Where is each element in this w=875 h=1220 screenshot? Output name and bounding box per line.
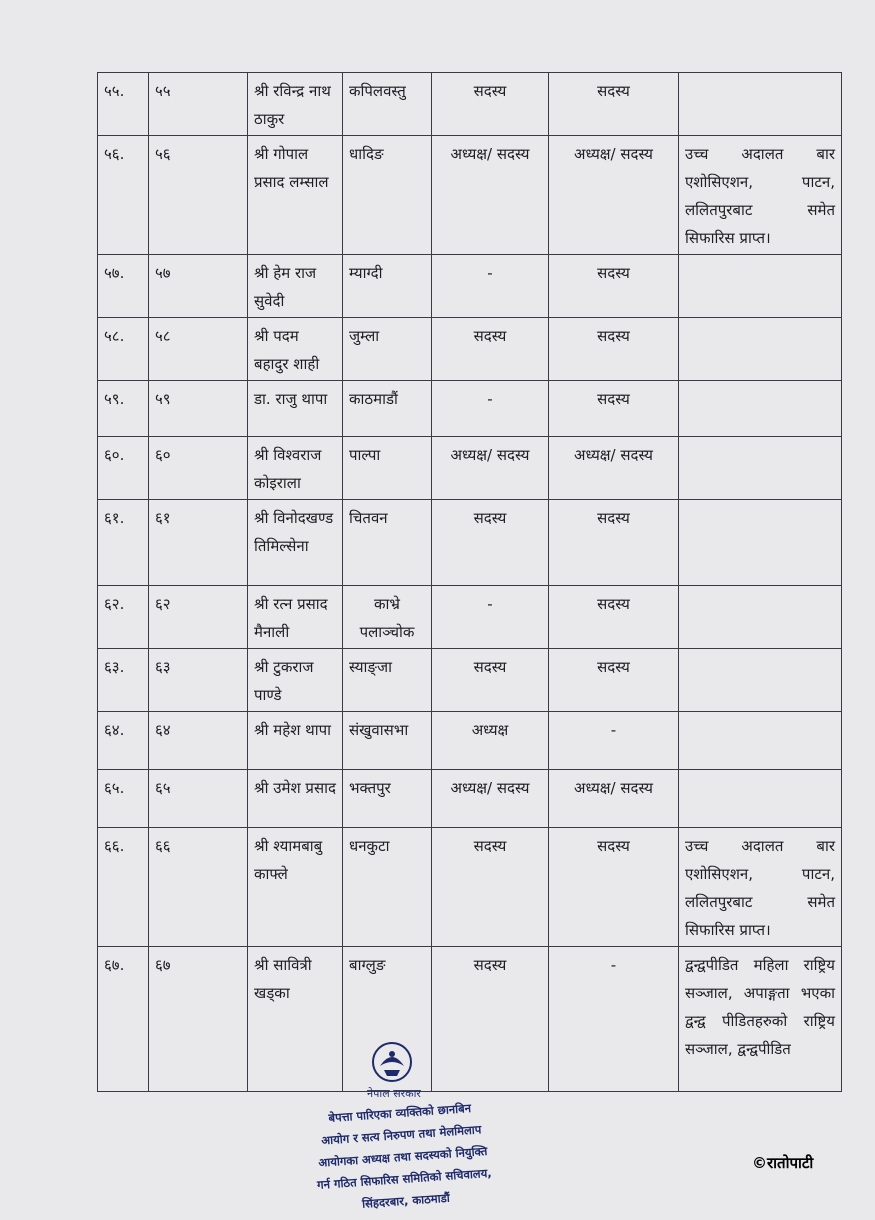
table-row bbox=[98, 586, 842, 649]
recommendation-2-cell: सदस्य bbox=[549, 649, 679, 712]
serial-cell: ६५. bbox=[98, 770, 149, 828]
number-cell: ५७ bbox=[149, 255, 248, 318]
serial-cell: ६२. bbox=[98, 586, 149, 649]
number-cell: ५८ bbox=[149, 318, 248, 381]
number-cell: ५९ bbox=[149, 381, 248, 437]
serial-cell: ५५. bbox=[98, 73, 149, 136]
number-cell: ६६ bbox=[149, 828, 248, 947]
table-row bbox=[98, 318, 842, 381]
remarks-cell bbox=[679, 500, 842, 586]
recommendation-2-cell: सदस्य bbox=[549, 381, 679, 437]
recommendation-1-cell: सदस्य bbox=[432, 828, 549, 947]
district-cell: पाल्पा bbox=[343, 437, 432, 500]
serial-cell: ६६. bbox=[98, 828, 149, 947]
district-cell: बाग्लुङ bbox=[343, 947, 432, 1092]
number-cell: ६५ bbox=[149, 770, 248, 828]
recommendation-2-cell: अध्यक्ष/ सदस्य bbox=[549, 770, 679, 828]
serial-cell: ६४. bbox=[98, 712, 149, 770]
name-cell: डा. राजु थापा bbox=[248, 381, 343, 437]
recommendation-2-cell: सदस्य bbox=[549, 73, 679, 136]
stamp-line: आयोग र सत्य निरुपण तथा मेलमिलाप bbox=[320, 1122, 482, 1148]
district-cell: काभ्रे पलाञ्चोक bbox=[343, 586, 432, 649]
remarks-cell bbox=[679, 649, 842, 712]
recommendation-1-cell: अध्यक्ष/ सदस्य bbox=[432, 770, 549, 828]
serial-cell: ५६. bbox=[98, 136, 149, 255]
recommendation-2-cell: - bbox=[549, 947, 679, 1092]
recommendation-2-cell: सदस्य bbox=[549, 255, 679, 318]
remarks-cell bbox=[679, 770, 842, 828]
table-row bbox=[98, 712, 842, 770]
recommendation-1-cell: - bbox=[432, 586, 549, 649]
number-cell: ६७ bbox=[149, 947, 248, 1092]
table-row bbox=[98, 255, 842, 318]
watermark-credit: ©रातोपाटी bbox=[752, 1154, 814, 1172]
number-cell: ६२ bbox=[149, 586, 248, 649]
number-cell: ५५ bbox=[149, 73, 248, 136]
remarks-cell: उच्च अदालत बार एशोसिएशन, पाटन, ललितपुरबाट समेत सिफारिस प्राप्त। bbox=[679, 136, 842, 255]
table-row bbox=[98, 136, 842, 255]
recommendation-1-cell: सदस्य bbox=[432, 649, 549, 712]
recommendation-2-cell: सदस्य bbox=[549, 318, 679, 381]
name-cell: श्री सावित्री खड्का bbox=[248, 947, 343, 1092]
recommendation-2-cell: सदस्य bbox=[549, 500, 679, 586]
stamp-government-label: नेपाल सरकार bbox=[367, 1087, 421, 1100]
serial-cell: ५९. bbox=[98, 381, 149, 437]
table-row bbox=[98, 381, 842, 437]
serial-cell: ६०. bbox=[98, 437, 149, 500]
nominee-table bbox=[97, 72, 842, 1092]
name-cell: श्री पदम बहादुर शाही bbox=[248, 318, 343, 381]
serial-cell: ५७. bbox=[98, 255, 149, 318]
recommendation-2-cell: सदस्य bbox=[549, 586, 679, 649]
number-cell: ६० bbox=[149, 437, 248, 500]
stamp-line: सिंहदरबार, काठमाडौं bbox=[361, 1190, 451, 1211]
recommendation-2-cell: अध्यक्ष/ सदस्य bbox=[549, 136, 679, 255]
recommendation-1-cell: - bbox=[432, 255, 549, 318]
name-cell: श्री विश्वराज कोइराला bbox=[248, 437, 343, 500]
stamp-line: आयोगका अध्यक्ष तथा सदस्यको नियुक्ति bbox=[317, 1143, 488, 1170]
stamp-line: गर्न गठित सिफारिस समितिको सचिवालय, bbox=[316, 1165, 493, 1192]
name-cell: श्री हेम राज सुवेदी bbox=[248, 255, 343, 318]
name-cell: श्री श्यामबाबु काफ्ले bbox=[248, 828, 343, 947]
name-cell: श्री टुकराज पाण्डे bbox=[248, 649, 343, 712]
remarks-cell bbox=[679, 712, 842, 770]
recommendation-1-cell: अध्यक्ष/ सदस्य bbox=[432, 136, 549, 255]
recommendation-1-cell: सदस्य bbox=[432, 73, 549, 136]
remarks-cell bbox=[679, 437, 842, 500]
remarks-cell bbox=[679, 255, 842, 318]
remarks-cell bbox=[679, 586, 842, 649]
serial-cell: ५८. bbox=[98, 318, 149, 381]
table-row bbox=[98, 437, 842, 500]
table-row bbox=[98, 73, 842, 136]
recommendation-1-cell: सदस्य bbox=[432, 947, 549, 1092]
nepal-emblem-icon bbox=[370, 1040, 414, 1084]
district-cell: स्याङ्जा bbox=[343, 649, 432, 712]
remarks-cell bbox=[679, 318, 842, 381]
table-row bbox=[98, 500, 842, 586]
recommendation-1-cell: सदस्य bbox=[432, 318, 549, 381]
serial-cell: ६७. bbox=[98, 947, 149, 1092]
stamp-text bbox=[274, 1093, 531, 1220]
number-cell: ६४ bbox=[149, 712, 248, 770]
district-cell: काठमाडौं bbox=[343, 381, 432, 437]
district-cell: म्याग्दी bbox=[343, 255, 432, 318]
name-cell: श्री गोपाल प्रसाद लम्साल bbox=[248, 136, 343, 255]
official-stamp bbox=[270, 1040, 530, 1211]
remarks-cell: उच्च अदालत बार एशोसिएशन, पाटन, ललितपुरबाट समेत सिफारिस प्राप्त। bbox=[679, 828, 842, 947]
recommendation-2-cell: अध्यक्ष/ सदस्य bbox=[549, 437, 679, 500]
district-cell: धनकुटा bbox=[343, 828, 432, 947]
remarks-cell bbox=[679, 73, 842, 136]
serial-cell: ६१. bbox=[98, 500, 149, 586]
recommendation-1-cell: - bbox=[432, 381, 549, 437]
stamp-line: बेपत्ता पारिएका व्यक्तिको छानबिन bbox=[328, 1101, 472, 1125]
name-cell: श्री विनोदखण्ड तिमिल्सेना bbox=[248, 500, 343, 586]
remarks-cell: द्वन्द्वपीडित महिला राष्ट्रिय सञ्जाल, अपाङ्गता भएका द्वन्द्व पीडितहरुको राष्ट्रिय सञ्जाल, द्वन्द्वपीडित bbox=[679, 947, 842, 1092]
serial-cell: ६३. bbox=[98, 649, 149, 712]
number-cell: ६१ bbox=[149, 500, 248, 586]
name-cell: श्री उमेश प्रसाद bbox=[248, 770, 343, 828]
remarks-cell bbox=[679, 381, 842, 437]
recommendation-2-cell: सदस्य bbox=[549, 828, 679, 947]
district-cell: संखुवासभा bbox=[343, 712, 432, 770]
recommendation-1-cell: अध्यक्ष/ सदस्य bbox=[432, 437, 549, 500]
district-cell: कपिलवस्तु bbox=[343, 73, 432, 136]
table-row bbox=[98, 770, 842, 828]
table-row bbox=[98, 649, 842, 712]
district-cell: धादिङ bbox=[343, 136, 432, 255]
district-cell: भक्तपुर bbox=[343, 770, 432, 828]
district-cell: चितवन bbox=[343, 500, 432, 586]
name-cell: श्री रत्न प्रसाद मैनाली bbox=[248, 586, 343, 649]
recommendation-2-cell: - bbox=[549, 712, 679, 770]
table-row bbox=[98, 828, 842, 947]
district-cell: जुम्ला bbox=[343, 318, 432, 381]
recommendation-1-cell: सदस्य bbox=[432, 500, 549, 586]
name-cell: श्री रविन्द्र नाथ ठाकुर bbox=[248, 73, 343, 136]
name-cell: श्री महेश थापा bbox=[248, 712, 343, 770]
recommendation-1-cell: अध्यक्ष bbox=[432, 712, 549, 770]
number-cell: ५६ bbox=[149, 136, 248, 255]
number-cell: ६३ bbox=[149, 649, 248, 712]
